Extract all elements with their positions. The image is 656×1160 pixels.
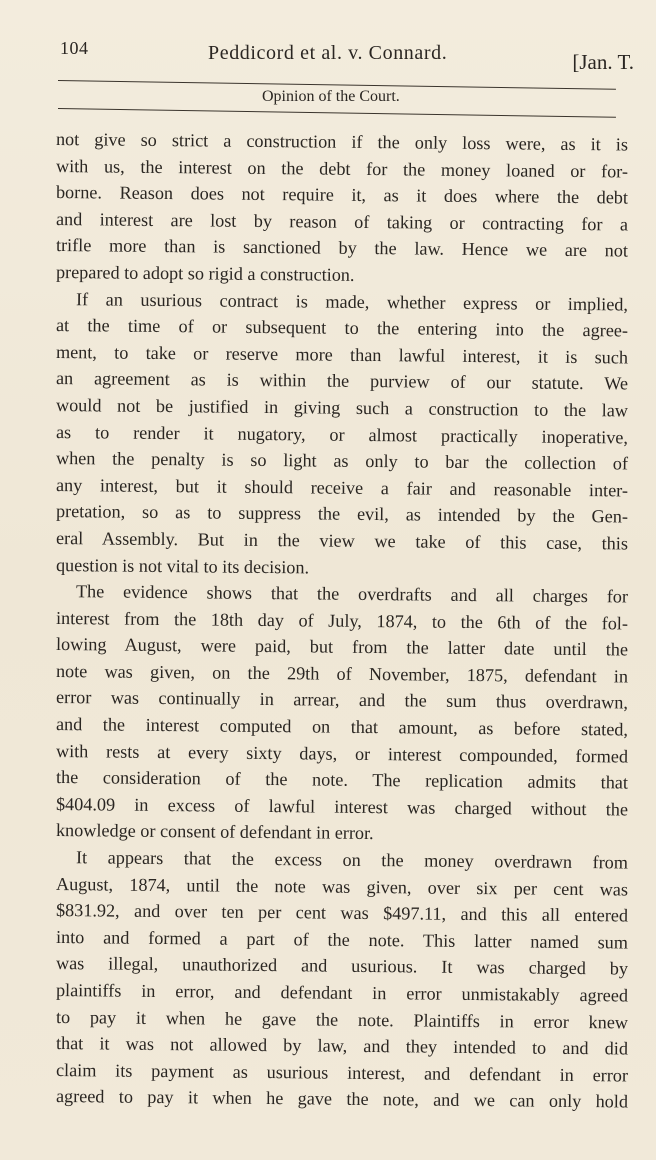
text-line: would not be justified in giving such a construction to the law bbox=[55, 394, 629, 421]
text-line: note was given, on the 29th of November, 1875, defendant in bbox=[55, 660, 629, 687]
text-line: plaintiffs in error, and defendant in error unmistakably agreed bbox=[55, 980, 629, 1006]
text-line: If an usurious contract is made, whether express or implied, bbox=[75, 288, 629, 315]
text-line: It appears that the excess on the money overdrawn from bbox=[75, 847, 629, 873]
paragraph-2 bbox=[56, 286, 628, 579]
text-line: $831.92, and over ten per cent was $497.11, and this all entered bbox=[55, 900, 629, 926]
paragraph-3 bbox=[56, 578, 628, 844]
text-line: was illegal, unauthorized and usurious. It was charged by bbox=[55, 953, 629, 979]
text-line: and the interest computed on that amount, as before stated, bbox=[55, 714, 629, 740]
text-line: the consideration of the note. The replication admits that bbox=[55, 767, 629, 793]
header-rule-bottom bbox=[58, 108, 616, 118]
text-line: prepared to adopt so rigid a construction. bbox=[55, 261, 355, 285]
text-line: interest from the 18th day of July, 1874, to the 6th of the fol- bbox=[55, 607, 629, 634]
text-line: an agreement as is within the purview of our statute. We bbox=[55, 368, 629, 394]
text-line: ment, to take or reserve more than lawful interest, it is such bbox=[55, 341, 629, 368]
text-line: knowledge or consent of defendant in error. bbox=[55, 820, 374, 844]
text-line: with rests at every sixty days, or interest compounded, formed bbox=[55, 740, 629, 767]
running-title: Peddicord et al. v. Connard. bbox=[208, 42, 448, 64]
text-line: agreed to pay it when he gave the note, and we can only hold bbox=[55, 1086, 629, 1112]
text-line: $404.09 in excess of lawful interest was charged without the bbox=[55, 793, 629, 820]
text-line: that it was not allowed by law, and they intended to and did bbox=[55, 1033, 629, 1059]
text-line: at the time of or subsequent to the entering into the agree- bbox=[55, 315, 629, 341]
section-label: Opinion of the Court. bbox=[262, 88, 400, 105]
page-number: 104 bbox=[60, 38, 89, 58]
text-line: question is not vital to its decision. bbox=[55, 554, 310, 577]
running-date: [Jan. T. bbox=[572, 50, 634, 74]
running-header bbox=[58, 34, 636, 74]
text-line: not give so strict a construction if the only loss were, as it is bbox=[55, 129, 629, 155]
text-line: lowing August, were paid, but from the latter date until the bbox=[55, 634, 629, 660]
text-line: and interest are lost by reason of taking or contracting for a bbox=[55, 208, 629, 235]
text-line: with us, the interest on the debt for the money loaned or for- bbox=[55, 155, 629, 182]
text-line: claim its payment as usurious interest, and defendant in error bbox=[55, 1059, 629, 1086]
text-line: to pay it when he gave the note. Plaintiffs in error knew bbox=[55, 1006, 629, 1033]
paragraph-1 bbox=[56, 126, 628, 286]
text-line: The evidence shows that the overdrafts and all charges for bbox=[75, 581, 629, 607]
text-line: when the penalty is so light as only to bar the collection of bbox=[55, 448, 629, 474]
paragraph-4 bbox=[56, 844, 628, 1110]
text-line: pretation, so as to suppress the evil, as intended by the Gen- bbox=[55, 501, 629, 527]
text-line: any interest, but it should receive a fair and reasonable inter- bbox=[55, 474, 629, 501]
text-line: August, 1874, until the note was given, over six per cent was bbox=[55, 873, 629, 900]
text-line: into and formed a part of the note. This latter named sum bbox=[55, 926, 629, 953]
opinion-text bbox=[56, 126, 628, 1110]
text-line: eral Assembly. But in the view we take of this case, this bbox=[55, 527, 629, 554]
text-line: as to render it nugatory, or almost practically inoperative, bbox=[55, 421, 629, 448]
text-line: trifle more than is sanctioned by the law. Hence we are not bbox=[55, 235, 629, 261]
text-line: borne. Reason does not require it, as it does where the debt bbox=[55, 182, 629, 208]
text-line: error was continually in arrear, and the sum thus overdrawn, bbox=[55, 687, 629, 713]
